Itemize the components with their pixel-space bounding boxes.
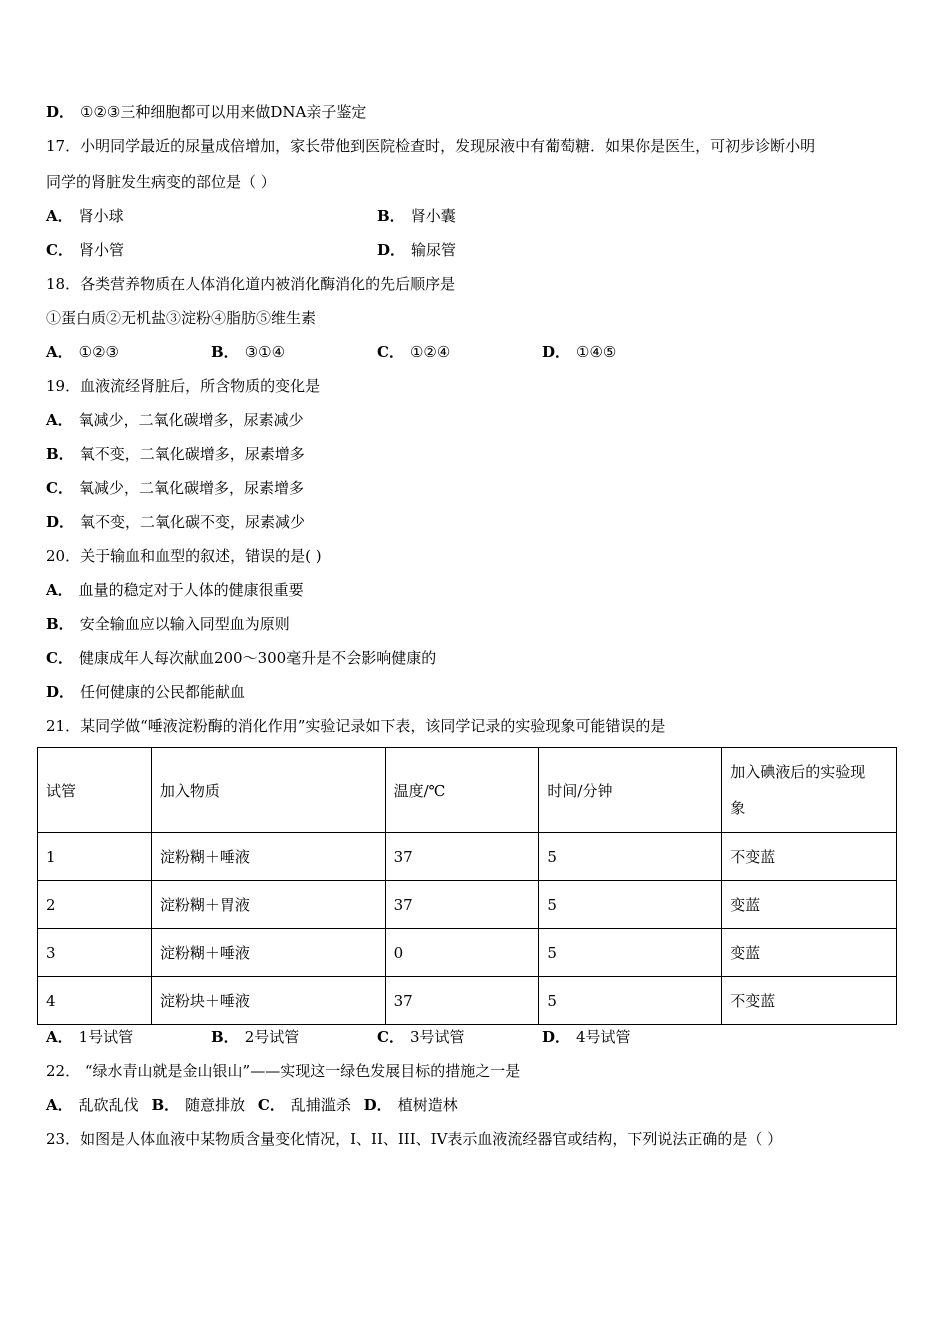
option-text: ①②③三种细胞都可以用来做DNA亲子鉴定 bbox=[80, 103, 367, 121]
q21-stem: 21．某同学做“唾液淀粉酶的消化作用”实验记录如下表，该同学记录的实验现象可能错误的是 bbox=[46, 717, 666, 735]
q20-option-a bbox=[46, 580, 304, 600]
header-text-part2: 象 bbox=[730, 799, 746, 817]
option-letter: A． bbox=[46, 1096, 73, 1114]
q23-stem: 23．如图是人体血液中某物质含量变化情况，I、II、III、IV表示血液流经器官或结构，下列说法正确的是（ ） bbox=[46, 1130, 783, 1148]
option-letter: A． bbox=[46, 1028, 73, 1046]
q18-option-d bbox=[542, 342, 616, 362]
header-cell-time: 时间/分钟 bbox=[539, 748, 722, 833]
q19-option-a bbox=[46, 410, 304, 430]
option-letter: B． bbox=[377, 207, 405, 225]
option-text: 任何健康的公民都能献血 bbox=[80, 683, 246, 701]
option-letter: D． bbox=[377, 241, 406, 259]
q17-option-c bbox=[46, 240, 124, 260]
option-letter: C． bbox=[377, 343, 404, 361]
option-text: 安全输血应以输入同型血为原则 bbox=[79, 615, 290, 633]
q18-option-a bbox=[46, 342, 119, 362]
q19-stem: 19．血液流经肾脏后，所含物质的变化是 bbox=[46, 377, 321, 395]
option-letter: C． bbox=[257, 1096, 285, 1114]
option-letter: B． bbox=[46, 445, 74, 463]
q21-option-d bbox=[542, 1027, 631, 1047]
option-letter: A． bbox=[46, 207, 73, 225]
q21-option-b bbox=[211, 1027, 299, 1047]
table-cell: 淀粉糊＋唾液 bbox=[151, 929, 385, 977]
option-text: 乱砍乱伐 bbox=[78, 1096, 139, 1114]
option-text: 1号试管 bbox=[78, 1028, 134, 1046]
option-letter: C． bbox=[46, 649, 73, 667]
option-letter: D． bbox=[46, 103, 75, 121]
option-text: 氧不变，二氧化碳增多，尿素增多 bbox=[79, 445, 305, 463]
option-letter: B． bbox=[46, 615, 74, 633]
q22-options bbox=[46, 1095, 458, 1115]
option-letter: A． bbox=[46, 411, 73, 429]
option-letter: B． bbox=[151, 1096, 180, 1114]
option-text: 氧不变，二氧化碳不变，尿素减少 bbox=[80, 513, 306, 531]
q21-option-c bbox=[377, 1027, 465, 1047]
option-text: ③①④ bbox=[244, 343, 286, 361]
option-text: 健康成年人每次献血200～300毫升是不会影响健康的 bbox=[78, 649, 437, 667]
table-row bbox=[38, 881, 897, 929]
q16-option-d bbox=[46, 102, 366, 122]
option-letter: D． bbox=[46, 683, 75, 701]
option-letter: C． bbox=[46, 479, 73, 497]
q18-option-b bbox=[211, 342, 285, 362]
table-cell: 1 bbox=[38, 833, 152, 881]
option-letter: A． bbox=[46, 581, 73, 599]
option-letter: D． bbox=[542, 343, 571, 361]
option-text: 随意排放 bbox=[185, 1096, 246, 1114]
q20-option-d bbox=[46, 682, 245, 702]
q19-option-d bbox=[46, 512, 305, 532]
table-cell: 0 bbox=[385, 929, 539, 977]
q17-option-d bbox=[377, 240, 456, 260]
option-text: 氧减少，二氧化碳增多，尿素增多 bbox=[78, 479, 304, 497]
header-text-part1: 加入碘液后的实验现 bbox=[730, 763, 866, 781]
table-cell: 5 bbox=[539, 881, 722, 929]
option-text: ①④⑤ bbox=[576, 343, 617, 361]
option-text: 肾小管 bbox=[78, 241, 124, 259]
table-cell: 变蓝 bbox=[722, 929, 897, 977]
option-text: 肾小囊 bbox=[410, 207, 456, 225]
q20-option-b bbox=[46, 614, 290, 634]
option-text: ①②④ bbox=[409, 343, 451, 361]
table-cell: 4 bbox=[38, 977, 152, 1025]
q22-stem: 22． “绿水青山就是金山银山”——实现这一绿色发展目标的措施之一是 bbox=[46, 1062, 521, 1080]
table-cell: 37 bbox=[385, 833, 539, 881]
table-cell: 37 bbox=[385, 977, 539, 1025]
table-cell: 5 bbox=[539, 977, 722, 1025]
table-cell: 不变蓝 bbox=[722, 833, 897, 881]
option-text: 4号试管 bbox=[576, 1028, 631, 1046]
option-letter: D． bbox=[46, 513, 75, 531]
q17-option-a bbox=[46, 206, 124, 226]
experiment-table bbox=[37, 747, 897, 1025]
option-text: 2号试管 bbox=[244, 1028, 300, 1046]
table-cell: 淀粉糊＋唾液 bbox=[151, 833, 385, 881]
option-text: 输尿管 bbox=[411, 241, 457, 259]
table-cell: 不变蓝 bbox=[722, 977, 897, 1025]
table-row bbox=[38, 833, 897, 881]
table-cell: 37 bbox=[385, 881, 539, 929]
header-cell-temperature: 温度/℃ bbox=[385, 748, 539, 833]
table-cell: 5 bbox=[539, 929, 722, 977]
option-letter: C． bbox=[377, 1028, 404, 1046]
table-row bbox=[38, 977, 897, 1025]
q19-option-c bbox=[46, 478, 304, 498]
option-letter: B． bbox=[211, 1028, 239, 1046]
option-text: 肾小球 bbox=[78, 207, 124, 225]
table-header-row bbox=[38, 748, 897, 833]
option-text: 3号试管 bbox=[409, 1028, 465, 1046]
option-letter: C． bbox=[46, 241, 73, 259]
table-cell: 5 bbox=[539, 833, 722, 881]
q17-stem-line2: 同学的肾脏发生病变的部位是（ ） bbox=[46, 173, 276, 191]
option-text: 植树造林 bbox=[397, 1096, 458, 1114]
table-cell: 2 bbox=[38, 881, 152, 929]
table-cell: 淀粉糊＋胃液 bbox=[151, 881, 385, 929]
header-cell-substance: 加入物质 bbox=[151, 748, 385, 833]
option-letter: B． bbox=[211, 343, 239, 361]
table-row bbox=[38, 929, 897, 977]
table-cell: 变蓝 bbox=[722, 881, 897, 929]
q18-option-c bbox=[377, 342, 450, 362]
q21-option-a bbox=[46, 1027, 133, 1047]
q17-option-b bbox=[377, 206, 456, 226]
option-text: 氧减少，二氧化碳增多，尿素减少 bbox=[78, 411, 304, 429]
header-cell-tube: 试管 bbox=[38, 748, 152, 833]
option-text: 乱捕滥杀 bbox=[290, 1096, 351, 1114]
q18-stem: 18．各类营养物质在人体消化道内被消化酶消化的先后顺序是 bbox=[46, 275, 456, 293]
q17-stem-line1: 17．小明同学最近的尿量成倍增加，家长带他到医院检查时，发现尿液中有葡萄糖．如果你是医生，可初步诊断小明 bbox=[46, 137, 816, 155]
q18-items: ①蛋白质②无机盐③淀粉④脂肪⑤维生素 bbox=[46, 309, 317, 327]
table-cell: 淀粉块＋唾液 bbox=[151, 977, 385, 1025]
q20-stem: 20．关于输血和血型的叙述，错误的是( ) bbox=[46, 547, 322, 565]
option-letter: A． bbox=[46, 343, 73, 361]
q19-option-b bbox=[46, 444, 305, 464]
option-letter: D． bbox=[363, 1096, 392, 1114]
q20-option-c bbox=[46, 648, 436, 668]
option-text: 血量的稳定对于人体的健康很重要 bbox=[78, 581, 304, 599]
table-cell: 3 bbox=[38, 929, 152, 977]
option-letter: D． bbox=[542, 1028, 571, 1046]
option-text: ①②③ bbox=[78, 343, 119, 361]
header-cell-phenomenon bbox=[722, 748, 897, 833]
